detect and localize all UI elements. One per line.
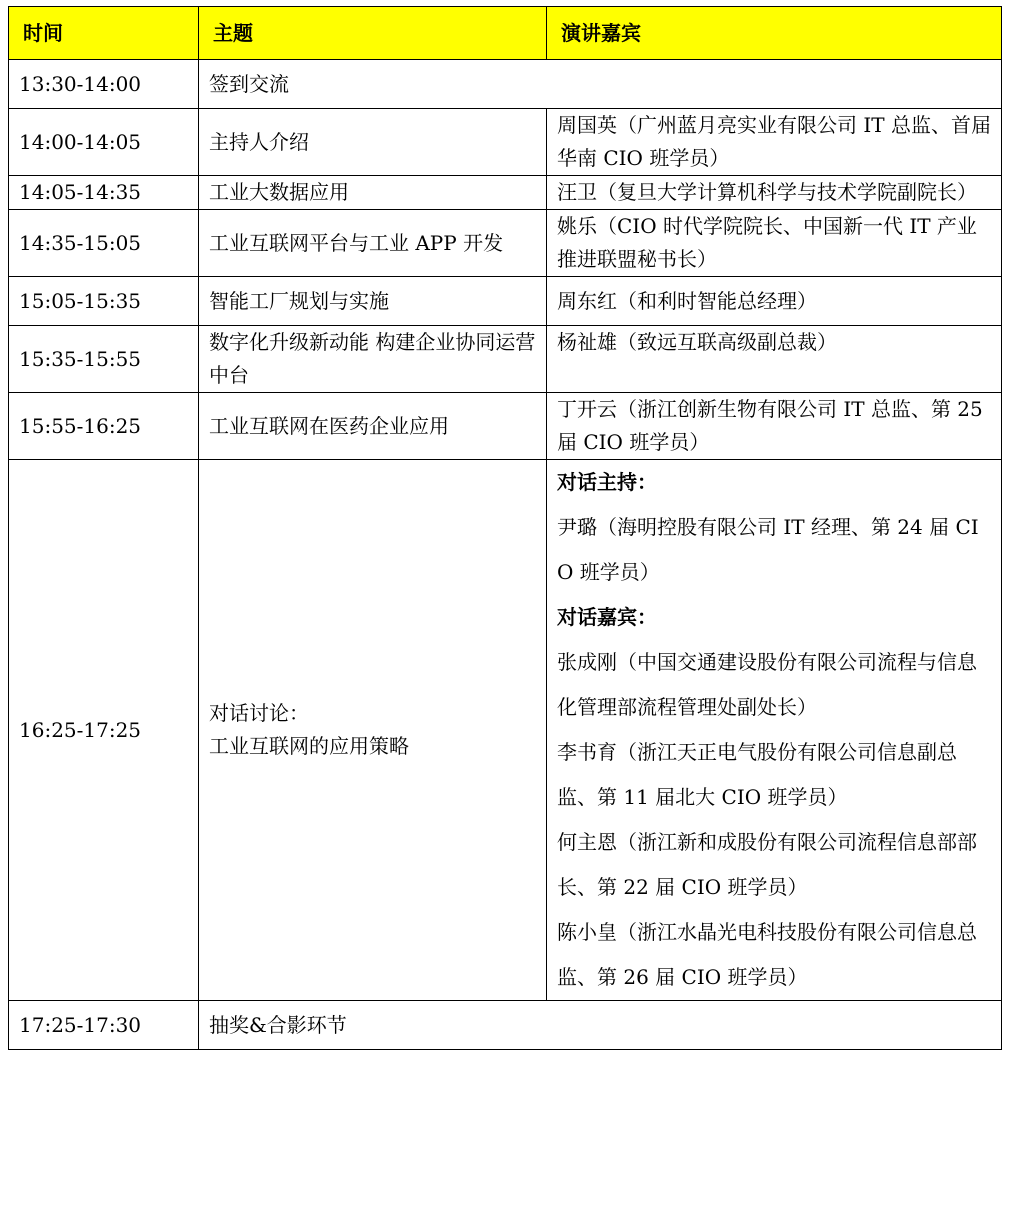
- row-topic: 工业大数据应用: [199, 176, 547, 210]
- guests-label: 对话嘉宾：: [557, 605, 657, 629]
- agenda-table: [8, 6, 1002, 1050]
- row-time: 15:35-15:55: [9, 326, 199, 393]
- row-speaker: 周东红（和利时智能总经理）: [547, 277, 1002, 326]
- panel-topic-line: 工业互联网的应用策略: [209, 734, 409, 758]
- row-speaker: 姚乐（CIO 时代学院院长、中国新一代 IT 产业推进联盟秘书长）: [547, 210, 1002, 277]
- guest-entry: 张成刚（中国交通建设股份有限公司流程与信息化管理部流程管理处副处长）: [557, 650, 977, 719]
- closing-time: 17:25-17:30: [9, 1001, 199, 1050]
- panel-time: 16:25-17:25: [9, 460, 199, 1001]
- row-time: 15:05-15:35: [9, 277, 199, 326]
- table-row: [9, 277, 1002, 326]
- guest-entry: 陈小皇（浙江水晶光电科技股份有限公司信息总监、第 26 届 CIO 班学员）: [557, 920, 977, 989]
- row-time: 15:55-16:25: [9, 393, 199, 460]
- row-speaker: 杨祉雄（致远互联高级副总裁）: [547, 326, 1002, 393]
- moderator-entry: 尹璐（海明控股有限公司 IT 经理、第 24 届 CIO 班学员）: [557, 515, 979, 584]
- moderator-label: 对话主持：: [557, 470, 657, 494]
- table-row: [9, 1001, 1002, 1050]
- panel-row: [9, 460, 1002, 1001]
- row-topic: 主持人介绍: [199, 109, 547, 176]
- row-time: 14:05-14:35: [9, 176, 199, 210]
- row-topic: 数字化升级新动能 构建企业协同运营中台: [199, 326, 547, 393]
- closing-topic: 抽奖&合影环节: [199, 1001, 1002, 1050]
- row-topic: 智能工厂规划与实施: [199, 277, 547, 326]
- table-row: [9, 210, 1002, 277]
- header-row: [9, 7, 1002, 60]
- table-row: [9, 326, 1002, 393]
- row-topic: 工业互联网平台与工业 APP 开发: [199, 210, 547, 277]
- row-time: 13:30-14:00: [9, 60, 199, 109]
- table-row: [9, 109, 1002, 176]
- table-row: [9, 60, 1002, 109]
- panel-speakers: [547, 460, 1002, 1001]
- row-time: 14:35-15:05: [9, 210, 199, 277]
- guest-entry: 何主恩（浙江新和成股份有限公司流程信息部部长、第 22 届 CIO 班学员）: [557, 830, 977, 899]
- guest-entry: 李书育（浙江天正电气股份有限公司信息副总监、第 11 届北大 CIO 班学员）: [557, 740, 957, 809]
- table-row: [9, 393, 1002, 460]
- header-time: 时间: [9, 7, 199, 60]
- row-topic: 签到交流: [199, 60, 1002, 109]
- row-speaker: 汪卫（复旦大学计算机科学与技术学院副院长）: [547, 176, 1002, 210]
- header-topic: 主题: [199, 7, 547, 60]
- panel-topic: [199, 460, 547, 1001]
- row-topic: 工业互联网在医药企业应用: [199, 393, 547, 460]
- row-speaker: 丁开云（浙江创新生物有限公司 IT 总监、第 25 届 CIO 班学员）: [547, 393, 1002, 460]
- panel-topic-line: 对话讨论：: [209, 701, 309, 725]
- header-speaker: 演讲嘉宾: [547, 7, 1002, 60]
- row-speaker: 周国英（广州蓝月亮实业有限公司 IT 总监、首届华南 CIO 班学员）: [547, 109, 1002, 176]
- table-row: [9, 176, 1002, 210]
- row-time: 14:00-14:05: [9, 109, 199, 176]
